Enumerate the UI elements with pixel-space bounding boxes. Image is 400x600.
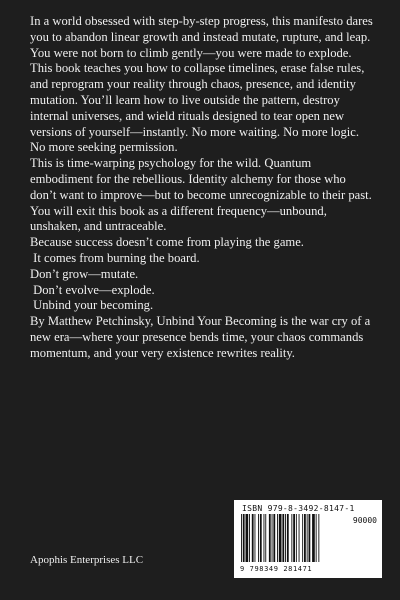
barcode-bar [243,514,245,562]
barcode-bar [287,514,289,562]
barcode-bar [293,514,295,562]
blurb-paragraph: Don’t grow—mutate. [30,266,139,281]
barcode-bar [258,514,259,562]
barcode-bar [316,514,317,562]
barcode-digits: 9 798349 281471 [240,565,313,573]
barcode-bar [273,514,275,562]
barcode-bar [285,514,286,562]
barcode-bar [307,514,308,562]
barcode-bar [265,514,266,562]
barcode-bar [269,514,271,562]
barcode-bar [249,514,250,562]
price-code: 90000 [352,516,377,525]
isbn-barcode [234,500,382,578]
blurb-paragraph: You will exit this book as a different frequency—unbound, unshaken, and untraceable. [30,203,327,234]
barcode-bar [304,514,306,562]
barcode-bar [255,514,256,562]
barcode-bar [282,514,284,562]
barcode-bar [318,514,319,562]
barcode-bar [279,514,282,562]
publisher-name: Apophis Enterprises LLC [30,554,144,566]
blurb-paragraph: Unbind your becoming. [30,298,154,313]
blurb-paragraph: This book teaches you how to collapse timelines, erase false rules, and reprogram your reality through chaos, presence, and identity mutation. You’ll learn how to live outside the pattern, destroy internal universes, and wield rituals designed to tear open new versions of yourself—instantly. No more waiting. No more logic. No more seeking permission. [30,61,365,155]
blurb-paragraph: Don’t evolve—explode. [30,282,155,297]
blurb-paragraph: In a world obsessed with step-by-step progress, this manifesto dares you to abandon linear growth and instead mutate, rupture, and leap. You were not born to climb gently—you were made to explode. [30,14,373,60]
barcode-bar [312,514,315,562]
barcode-bar [302,514,303,562]
barcode-bar [246,514,249,562]
blurb-paragraph: This is time-warping psychology for the wild. Quantum embodiment for the rebellious. Identity alchemy for those who don’t want to improve—but to become unrecognizable to their past. [30,156,372,202]
barcode-bar [264,514,265,562]
blurb-paragraph: It comes from burning the board. [30,250,200,265]
barcode-bar [309,514,311,562]
blurb-paragraph: Because success doesn’t come from playing the game. [30,235,304,250]
barcode-bar [291,514,292,562]
isbn-label: ISBN 979-8-3492-8147-1 [242,504,355,513]
barcode-bar [277,514,278,562]
back-cover-blurb [30,14,375,362]
barcode-bars-icon [240,514,344,564]
barcode-bar [272,514,273,562]
barcode-bar [252,514,254,562]
barcode-bar [299,514,300,562]
blurb-paragraph: By Matthew Petchinsky, Unbind Your Becoming is the war cry of a new era—where your presence bends time, your chaos commands momentum, and your very existence rewrites reality. [30,314,371,360]
barcode-bar [241,514,242,562]
barcode-bar [296,514,297,562]
barcode-bar [260,514,262,562]
